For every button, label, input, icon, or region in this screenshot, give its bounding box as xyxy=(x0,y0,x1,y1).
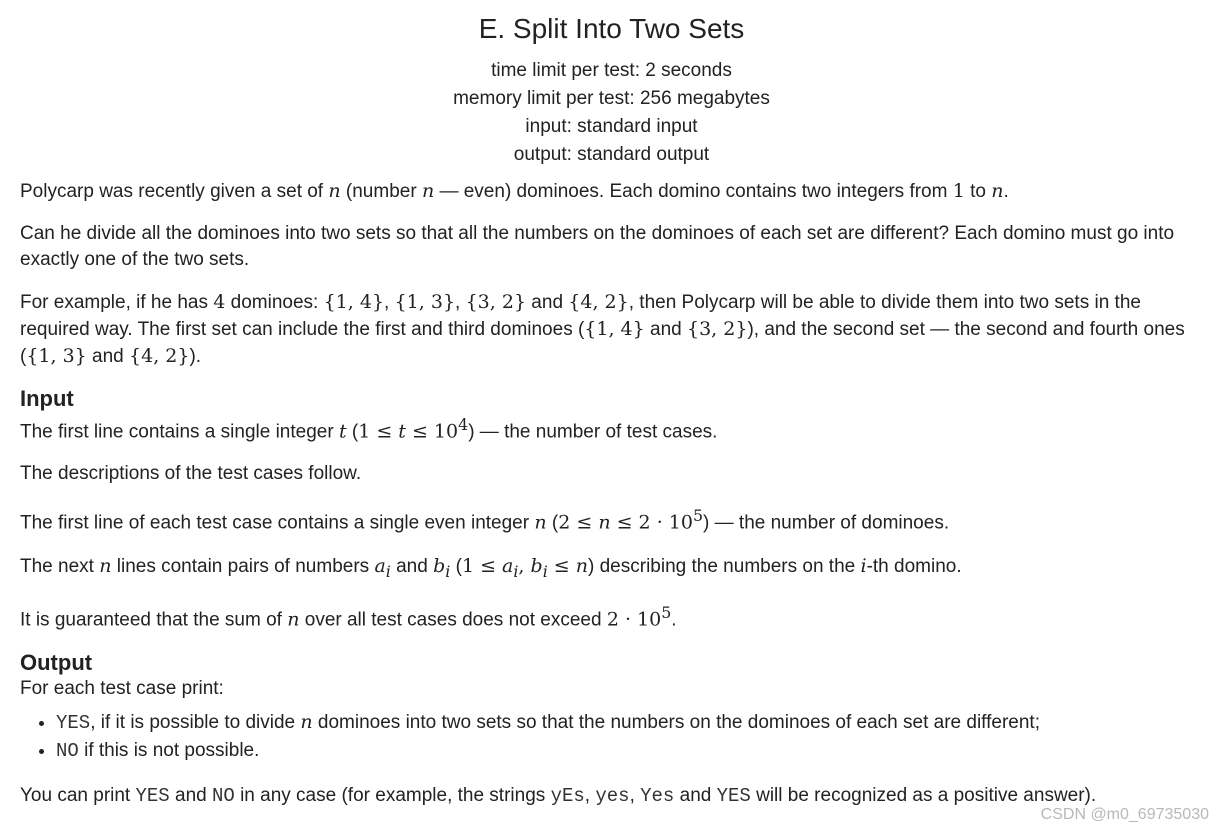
list-item xyxy=(56,708,1203,737)
math-superscript: 4 xyxy=(458,415,469,434)
text: , then Polycarp will be able to divide them into two sets in the required way. The first set can include the first and third dominoes ( xyxy=(20,292,1141,340)
text: dominoes: xyxy=(225,292,324,313)
math-subscript: i xyxy=(542,561,548,581)
math: n xyxy=(991,180,1004,202)
memory-limit: memory limit per test: 256 megabytes xyxy=(453,88,770,109)
domino: {1, 3} xyxy=(26,345,87,367)
text: The first line contains a single integer xyxy=(20,421,339,443)
text: ( xyxy=(450,555,462,577)
text: in any case (for example, the strings xyxy=(234,784,551,806)
input-line-5 xyxy=(20,600,1203,633)
domino: {1, 4} xyxy=(323,291,385,313)
math: ≤ xyxy=(547,554,576,577)
text: will be recognized as a positive answer). xyxy=(750,784,1097,806)
legend-paragraph-3 xyxy=(20,289,1203,370)
text: , xyxy=(629,784,641,806)
code: yes xyxy=(595,784,630,807)
text: ) — the number of test cases. xyxy=(468,421,718,443)
text: and xyxy=(86,346,130,367)
math-subscript: i xyxy=(385,561,391,581)
text: and xyxy=(644,319,687,340)
text: lines contain pairs of numbers xyxy=(111,555,375,577)
text: ) describing the numbers on the xyxy=(588,555,861,577)
math-superscript: 5 xyxy=(692,506,704,526)
text: and xyxy=(390,555,434,577)
input-line-1 xyxy=(20,412,1203,445)
problem-header xyxy=(0,0,1223,169)
math: a xyxy=(374,554,386,577)
legend-paragraph-2: Can he divide all the dominoes into two sets so that all the numbers on the dominoes of each set are different? Each domino must go into exactly one of the two sets. xyxy=(20,223,1175,270)
math: n xyxy=(300,710,313,733)
math-superscript: 5 xyxy=(661,603,672,623)
time-limit: time limit per test: 2 seconds xyxy=(491,60,732,81)
input-line-2: The descriptions of the test cases follow. xyxy=(20,463,362,485)
text: — even) dominoes. Each domino contains two integers from xyxy=(434,181,953,202)
code: YES xyxy=(135,784,170,807)
text: The first line of each test case contains a single even integer xyxy=(20,512,535,534)
math: n xyxy=(287,608,300,631)
text: dominoes into two sets so that the numbers on the dominoes of each set are different; xyxy=(312,711,1040,733)
text: ) — the number of dominoes. xyxy=(703,512,950,534)
input-line-3 xyxy=(20,503,1203,536)
math: 2 ≤ xyxy=(558,511,599,534)
domino: {1, 4} xyxy=(584,318,645,340)
math: , xyxy=(518,554,531,577)
text: Polycarp was recently given a set of xyxy=(20,181,329,202)
text: The next xyxy=(20,555,100,577)
output-spec: output: standard output xyxy=(513,144,710,165)
code: YES xyxy=(716,784,751,807)
input-spec: input: standard input xyxy=(525,116,698,137)
output-list xyxy=(20,708,1203,765)
text: over all test cases does not exceed xyxy=(299,609,607,631)
text: ), and the second set — the second and fourth ones ( xyxy=(20,319,1185,367)
math: n xyxy=(575,554,588,577)
math: t xyxy=(398,420,406,443)
math: n xyxy=(534,511,547,534)
math-subscript: i xyxy=(445,561,451,581)
text: It is guaranteed that the sum of xyxy=(20,609,288,631)
code: YES xyxy=(56,711,91,734)
code: yEs xyxy=(550,784,585,807)
math: 4 xyxy=(213,291,226,313)
output-heading: Output xyxy=(20,649,93,675)
text: , xyxy=(584,784,596,806)
math: n xyxy=(328,180,341,202)
text: -th domino. xyxy=(866,555,962,577)
math: b xyxy=(433,554,446,577)
text: . xyxy=(1003,181,1009,202)
domino: {3, 2} xyxy=(465,291,527,313)
domino: {3, 2} xyxy=(687,318,748,340)
math: i xyxy=(860,554,867,577)
text: , if it is possible to divide xyxy=(90,711,301,733)
text: , xyxy=(455,292,466,313)
math: a xyxy=(502,554,514,577)
problem-title: E. Split Into Two Sets xyxy=(478,13,745,44)
text: to xyxy=(964,181,992,202)
math: 2 · 10 xyxy=(606,608,662,631)
text: , xyxy=(384,292,395,313)
output-line-2 xyxy=(20,783,1203,809)
domino: {4, 2} xyxy=(568,291,629,313)
math: 1 ≤ xyxy=(461,554,503,577)
code: Yes xyxy=(640,784,675,807)
text: . xyxy=(671,609,677,631)
text: if this is not possible. xyxy=(78,739,260,761)
math: 1 xyxy=(952,180,965,202)
domino: {4, 2} xyxy=(129,345,190,367)
math: t xyxy=(338,420,347,443)
text: and xyxy=(526,292,569,313)
problem-statement xyxy=(20,178,1203,825)
math: b xyxy=(530,554,543,577)
watermark: CSDN @m0_69735030 xyxy=(1040,806,1209,823)
input-heading: Input xyxy=(20,386,74,411)
text: and xyxy=(674,784,717,806)
text: You can print xyxy=(20,784,136,806)
output-line-1: For each test case print: xyxy=(20,677,224,699)
domino: {1, 3} xyxy=(394,291,456,313)
math: 1 ≤ xyxy=(358,420,399,443)
math: ≤ 10 xyxy=(405,420,459,443)
text: ( xyxy=(346,421,359,443)
list-item xyxy=(56,737,1203,765)
input-line-4 xyxy=(20,553,1203,585)
text: For example, if he has xyxy=(20,292,214,313)
math: ≤ 2 · 10 xyxy=(610,511,693,534)
math: n xyxy=(598,511,611,534)
code: NO xyxy=(211,784,235,807)
text: ). xyxy=(189,346,202,367)
code: NO xyxy=(56,739,79,762)
legend-paragraph-1 xyxy=(20,178,1203,205)
math: n xyxy=(421,180,435,202)
math: n xyxy=(99,554,112,577)
text: (number xyxy=(340,181,422,202)
text: and xyxy=(169,784,212,806)
math-subscript: i xyxy=(513,561,519,581)
text: ( xyxy=(546,512,559,534)
